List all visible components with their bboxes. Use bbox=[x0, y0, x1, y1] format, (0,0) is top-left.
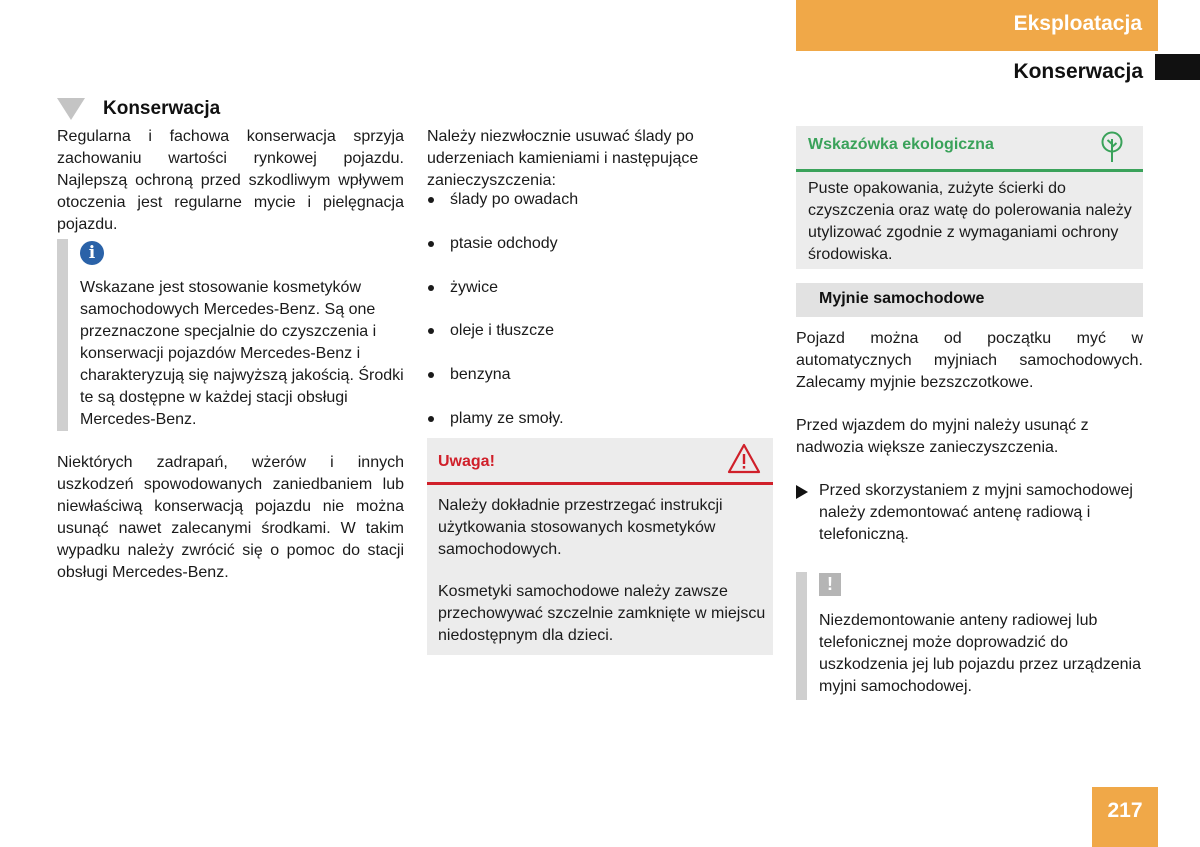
arrow-right-icon bbox=[796, 485, 808, 499]
car-wash-subheading-box bbox=[796, 283, 1143, 317]
chapter-title: Eksploatacja bbox=[1013, 12, 1142, 35]
bullet-icon bbox=[428, 285, 434, 291]
info-sidebar-bar bbox=[57, 239, 68, 431]
warning-text-1: Należy dokładnie przestrzegać instrukcji użytkowania stosowanych kosmetyków samochodowych. bbox=[438, 497, 723, 558]
info-icon: i bbox=[80, 241, 104, 265]
warning-box bbox=[427, 438, 773, 655]
caution-box bbox=[796, 572, 1146, 700]
tree-icon bbox=[1100, 131, 1124, 163]
bullet-icon bbox=[428, 241, 434, 247]
info-box bbox=[57, 239, 407, 431]
section-heading bbox=[57, 98, 220, 120]
triangle-marker-icon bbox=[57, 98, 85, 120]
warning-divider bbox=[427, 482, 773, 485]
eco-tip-text: Puste opakowania, zużyte ścierki do czyszczenia oraz watę do polerowania należy utylizować zgodnie z wymaganiami ochrony środowiska. bbox=[808, 180, 1132, 263]
list-item: oleje i tłuszcze bbox=[428, 320, 578, 342]
section-marker bbox=[1155, 54, 1200, 80]
list-item: żywice bbox=[428, 277, 578, 299]
contaminants-list bbox=[428, 189, 578, 452]
heading-text: Konserwacja bbox=[103, 98, 221, 119]
list-item: ślady po owadach bbox=[428, 189, 578, 211]
eco-divider bbox=[796, 169, 1143, 172]
warning-text-2: Kosmetyki samochodowe należy zawsze przechowywać szczelnie zamknięte w miejscu niedostępnym dla dzieci. bbox=[438, 583, 766, 644]
exclamation-icon: ! bbox=[819, 573, 841, 596]
bullet-icon bbox=[428, 197, 434, 203]
bullet-icon bbox=[428, 328, 434, 334]
warning-title: Uwaga! bbox=[438, 453, 495, 470]
caution-text: Niezdemontowanie anteny radiowej lub telefonicznej może doprowadzić do uszkodzenia jej lub pojazdu przez urządzenia myjni samochodowej. bbox=[819, 612, 1141, 695]
eco-tip-title: Wskazówka ekologiczna bbox=[808, 136, 994, 153]
contaminants-intro: Należy niezwłocznie usuwać ślady po uderzeniach kamieniami i następujące zanieczyszczenia: bbox=[427, 128, 699, 189]
list-item: benzyna bbox=[428, 364, 578, 386]
info-text: Wskazane jest stosowanie kosmetyków samochodowych Mercedes-Benz. Są one przeznaczone specjalnie do czyszczenia i konserwacji pojazdów Mercedes-Benz i charakteryzują się najwyższą jakością. Środki te są dostępne w każdej stacji obsługi Mercedes-Benz. bbox=[80, 279, 404, 428]
intro-paragraph: Regularna i fachowa konserwacja sprzyja zachowaniu wartości rynkowej pojazdu. Najlepszą ochroną przed szkodliwym wpływem otoczenia jest regularne mycie i pielęgnacja pojazdu. bbox=[57, 128, 404, 233]
chapter-tab bbox=[796, 0, 1158, 51]
warning-triangle-icon bbox=[727, 443, 761, 475]
caution-sidebar-bar bbox=[796, 572, 807, 700]
car-wash-subheading: Myjnie samochodowe bbox=[819, 290, 985, 307]
page-number: 217 bbox=[1092, 787, 1158, 847]
bullet-icon bbox=[428, 416, 434, 422]
eco-tip-box bbox=[796, 126, 1143, 269]
section-title: Konserwacja bbox=[1013, 60, 1143, 83]
car-wash-paragraph-2: Przed wjazdem do myjni należy usunąć z nadwozia większe zanieczyszczenia. bbox=[796, 417, 1089, 456]
instruction-text: Przed skorzystaniem z myjni samochodowej należy zdemontować antenę radiową i telefoniczną. bbox=[819, 482, 1133, 543]
scratches-paragraph: Niektórych zadrapań, wżerów i innych uszkodzeń spowodowanych zaniedbaniem lub niewłaściwą konserwacją pojazdu nie można usunąć nawet zalecanymi środkami. W takim wypadku należy zwrócić się o pomoc do stacji obsługi Mercedes-Benz. bbox=[57, 454, 404, 581]
car-wash-paragraph-1: Pojazd można od początku myć w automatycznych myjniach samochodowych. Zalecamy myjnie bezszczotkowe. bbox=[796, 330, 1143, 391]
bullet-icon bbox=[428, 372, 434, 378]
list-item: plamy ze smoły. bbox=[428, 408, 578, 430]
list-item: ptasie odchody bbox=[428, 233, 578, 255]
